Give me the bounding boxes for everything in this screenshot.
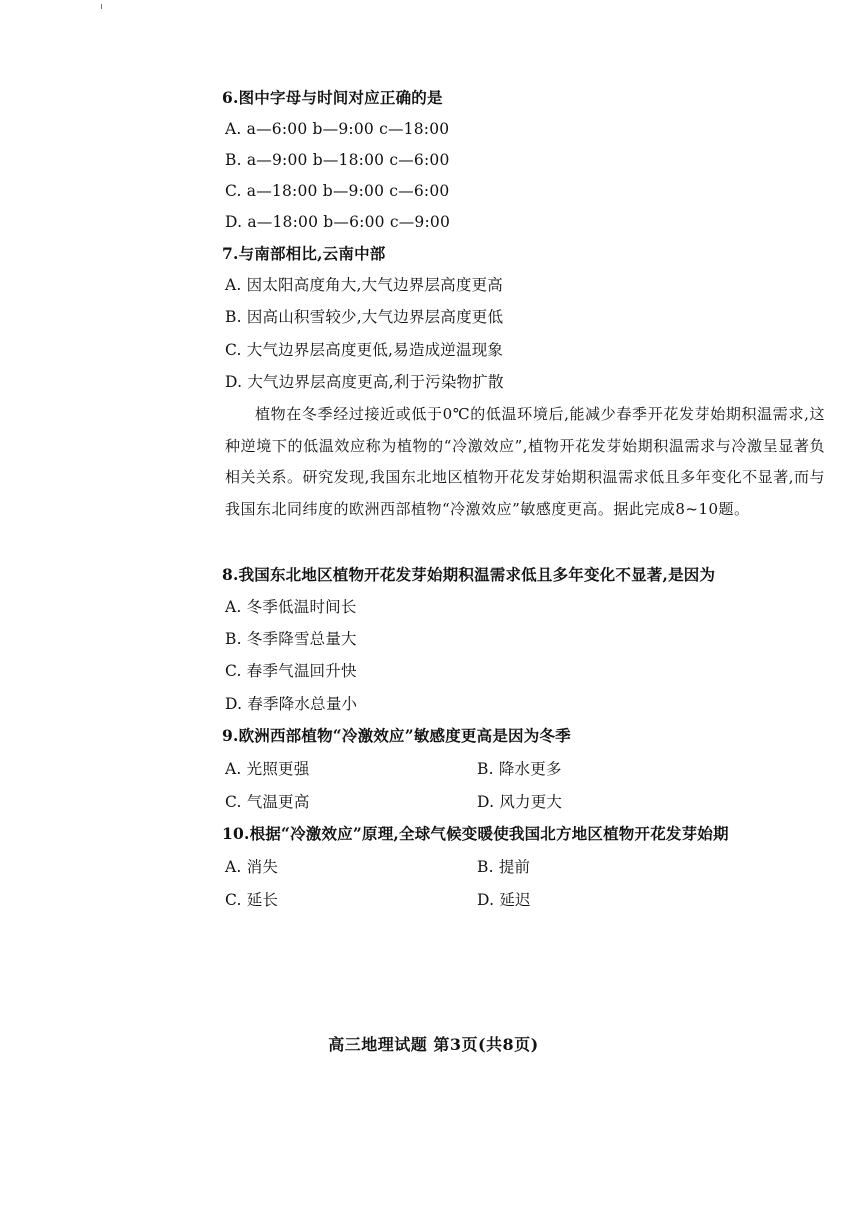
scan-mark: [101, 4, 102, 9]
q7-option-a: A. 因太阳高度角大,大气边界层高度更高: [225, 276, 503, 294]
q8-option-c: C. 春季气温回升快: [225, 662, 357, 680]
q7-option-c: C. 大气边界层高度更低,易造成逆温现象: [225, 341, 504, 359]
q8-stem: 8.我国东北地区植物开花发芽始期积温需求低且多年变化不显著,是因为: [222, 565, 716, 584]
q7-stem: 7.与南部相比,云南中部: [222, 244, 386, 263]
q6-option-d: D. a—18:00 b—6:00 c—9:00: [225, 213, 451, 231]
q7-option-d: D. 大气边界层高度更高,利于污染物扩散: [225, 373, 504, 391]
q6-option-b: B. a—9:00 b—18:00 c—6:00: [225, 151, 450, 169]
q9-option-a: A. 光照更强: [225, 760, 310, 778]
q10-option-b: B. 提前: [477, 858, 531, 876]
q6-stem: 6.图中字母与时间对应正确的是: [222, 88, 443, 107]
q10-option-a: A. 消失: [225, 858, 279, 876]
q6-option-a: A. a—6:00 b—9:00 c—18:00: [225, 120, 450, 138]
reading-passage: 植物在冬季经过接近或低于0℃的低温环境后,能减少春季开花发芽始期积温需求,这种逆境下的低温效应称为植物的“冷激效应”,植物开花发芽始期积温需求与冷激呈显著负相关关系。研究发现,我国东北地区植物开花发芽始期积温需求低且多年变化不显著,而与我国东北同纬度的欧洲西部植物“冷激效应”敏感度更高。据此完成8~10题。: [225, 405, 825, 518]
q7-option-b: B. 因高山积雪较少,大气边界层高度更低: [225, 308, 504, 326]
q8-option-a: A. 冬季低温时间长: [225, 598, 357, 616]
q9-option-b: B. 降水更多: [477, 760, 562, 778]
q6-option-c: C. a—18:00 b—9:00 c—6:00: [225, 182, 450, 200]
q10-option-c: C. 延长: [225, 891, 279, 909]
q10-stem: 10.根据“冷激效应”原理,全球气候变暖使我国北方地区植物开花发芽始期: [222, 824, 729, 843]
q9-stem: 9.欧洲西部植物“冷激效应”敏感度更高是因为冬季: [222, 726, 571, 745]
q8-option-d: D. 春季降水总量小: [225, 695, 358, 713]
q10-option-d: D. 延迟: [477, 891, 531, 909]
q9-option-d: D. 风力更大: [477, 793, 563, 811]
page-footer: 高三地理试题 第3页(共8页): [328, 1035, 539, 1054]
q8-option-b: B. 冬季降雪总量大: [225, 630, 357, 648]
q9-option-c: C. 气温更高: [225, 793, 310, 811]
